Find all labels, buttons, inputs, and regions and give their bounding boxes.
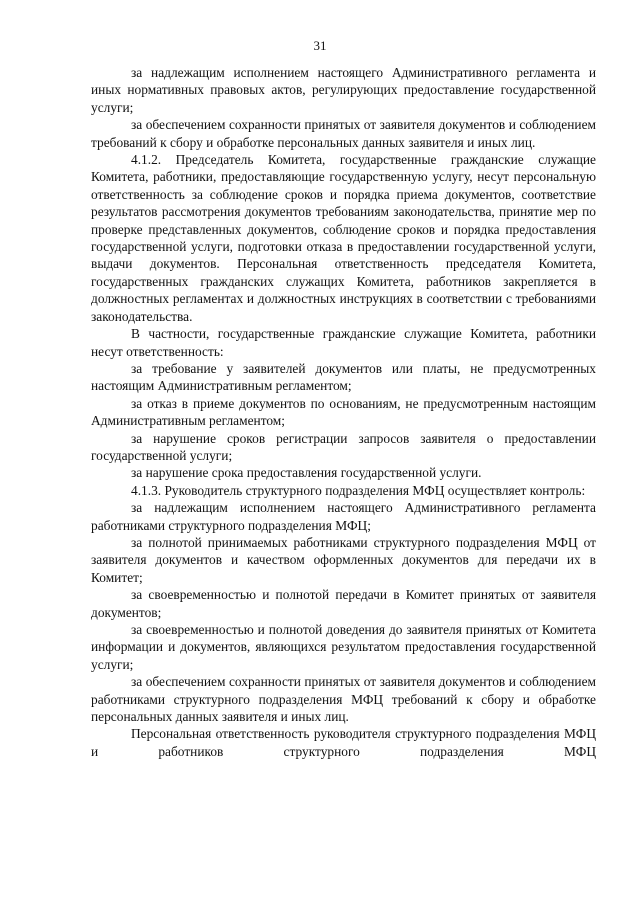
- paragraph: за полнотой принимаемых работниками структурного подразделения МФЦ от заявителя документов и качеством оформленных документов для передачи их в Комитет;: [91, 534, 596, 585]
- paragraph: за надлежащим исполнением настоящего Административного регламента работниками структурного подразделения МФЦ;: [91, 500, 596, 533]
- paragraph: за нарушение сроков регистрации запросов заявителя о предоставлении государственной услуги;: [91, 430, 596, 463]
- paragraph: за обеспечением сохранности принятых от заявителя документов и соблюдением работниками структурного подразделения МФЦ требований к сбору и обработке персональных данных заявителя и иных лиц.: [91, 674, 596, 725]
- paragraph: Персональная ответственность руководителя структурного подразделения МФЦ и работников структурного подразделения МФЦ: [91, 726, 596, 759]
- paragraph: 4.1.2. Председатель Комитета, государственные гражданские служащие Комитета, работники, предоставляющие государственную услугу, несут персональную ответственность за соблюдение сроков и порядка приема документов, соответствие результатов рассмотрения документов требованиям законодательства, принятие мер по проверке представленных документов, соблюдение сроков и порядка предоставления государственной услуги, подготовки отказа в предоставлении государственной услуги, выдачи документов. Персональная ответственность председателя Комитета, государственных гражданских служащих Комитета, работников закрепляется в должностных регламентах и должностных инструкциях в соответствии с требованиями законодательства.: [91, 152, 596, 324]
- paragraph: 4.1.3. Руководитель структурного подразделения МФЦ осуществляет контроль:: [131, 482, 586, 498]
- paragraph: за надлежащим исполнением настоящего Административного регламента и иных нормативных правовых актов, регулирующих предоставление государственной услуги;: [91, 65, 596, 115]
- paragraph: В частности, государственные гражданские служащие Комитета, работники несут ответственность:: [91, 326, 596, 359]
- paragraph: за обеспечением сохранности принятых от заявителя документов и соблюдением требований к сбору и обработке персональных данных заявителя и иных лиц.: [91, 117, 596, 150]
- paragraph: за отказ в приеме документов по основаниям, не предусмотренным настоящим Административным регламентом;: [91, 395, 596, 429]
- page-number: 31: [313, 38, 327, 53]
- paragraph: за своевременностью и полнотой доведения до заявителя принятых от Комитета информации и документов, являющихся результатом предоставления государственной услуги;: [91, 622, 596, 672]
- paragraph: за нарушение срока предоставления государственной услуги.: [131, 465, 482, 481]
- paragraph: за своевременностью и полнотой передачи в Комитет принятых от заявителя документов;: [91, 587, 596, 620]
- document-body: [91, 64, 596, 760]
- paragraph: за требование у заявителей документов или платы, не предусмотренных настоящим Административным регламентом;: [91, 360, 596, 394]
